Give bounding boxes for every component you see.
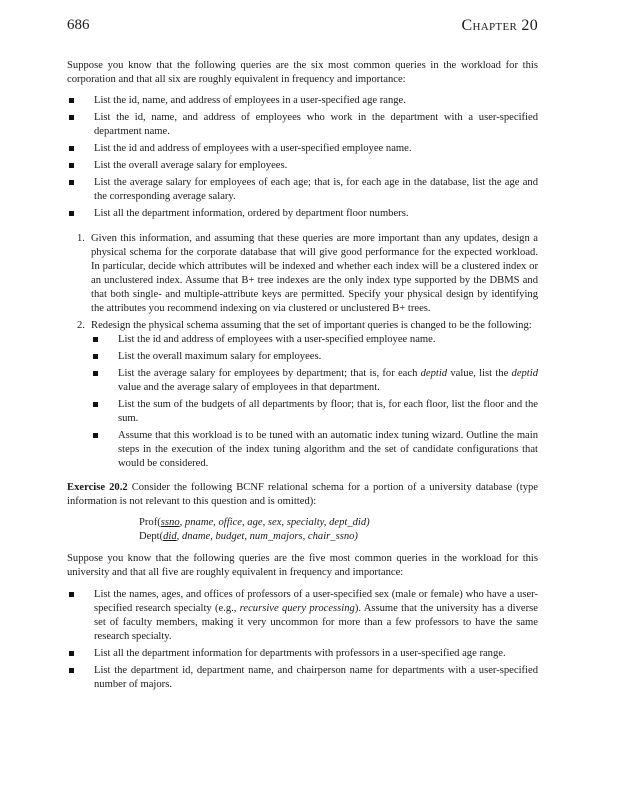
bullet-icon bbox=[69, 98, 74, 103]
list-item: List all the department information, ordered by department floor numbers. bbox=[67, 207, 538, 221]
list-item: List all the department information for departments with professors in a user-specified age range. bbox=[67, 647, 538, 661]
schema-dept: Dept(did, dname, budget, num_majors, chair_ssno) bbox=[139, 531, 358, 542]
bullet-icon bbox=[69, 592, 74, 597]
list-item: List the average salary for employees by department; that is, for each deptid value, list the deptid value and the average salary of employees in that department. bbox=[91, 367, 538, 395]
task-text: Given this information, and assuming that these queries are more important than any updates, design a physical schema for the corporate database that will give good performance for the expected workload. In particular, decide which attributes will be indexed and whether each index will be a clustered index or an unclustered index. Assume that B+ tree indexes are the only index type supported by the DBMS and that both single- and multiple-attribute keys are permitted. Specify your physical design by identifying the attributes you recommend indexing on via clustered or unclustered B+ trees. bbox=[91, 233, 538, 314]
list-item: List the overall average salary for employees. bbox=[67, 159, 538, 173]
task-item bbox=[67, 232, 538, 316]
bullet-icon bbox=[93, 371, 98, 376]
bullet-icon bbox=[93, 402, 98, 407]
bullet-icon bbox=[69, 651, 74, 656]
list-item: List the names, ages, and offices of professors of a user-specified sex (male or female) who have a user-specified research specialty (e.g., recursive query processing). Assume that the university has a diverse set of faculty members, making it very uncommon for more than a few professors to have the same research specialty. bbox=[67, 588, 538, 644]
bullet-icon bbox=[69, 163, 74, 168]
list-item: List the id and address of employees with a user-specified employee name. bbox=[67, 142, 538, 156]
task-number: 2. bbox=[77, 320, 85, 331]
task-list bbox=[67, 232, 538, 471]
list-item: List the department id, department name, and chairperson name for departments with a user-specified number of majors. bbox=[67, 664, 538, 692]
query-list-1 bbox=[67, 94, 538, 221]
relational-schema bbox=[139, 516, 538, 544]
schema-prof: Prof(ssno, pname, office, age, sex, specialty, dept_did) bbox=[139, 517, 370, 528]
page-header bbox=[67, 17, 538, 39]
bullet-icon bbox=[93, 337, 98, 342]
exercise-text: Consider the following BCNF relational schema for a portion of a university database (type information is not relevant to this question and is omitted): bbox=[67, 482, 538, 507]
page-body bbox=[67, 59, 538, 692]
list-item: List the sum of the budgets of all departments by floor; that is, for each floor, list the floor and the sum. bbox=[91, 398, 538, 426]
query-list-2 bbox=[67, 588, 538, 692]
list-item: Assume that this workload is to be tuned with an automatic index tuning wizard. Outline the main steps in the execution of the index tuning algorithm and the set of candidate configurations that would be considered. bbox=[91, 429, 538, 471]
list-item: List the id, name, and address of employees who work in the department with a user-specified department name. bbox=[67, 111, 538, 139]
bullet-icon bbox=[69, 668, 74, 673]
task-text: Redesign the physical schema assuming that the set of important queries is changed to be the following: bbox=[91, 320, 532, 331]
bullet-icon bbox=[93, 433, 98, 438]
list-item: List the id, name, and address of employees in a user-specified age range. bbox=[67, 94, 538, 108]
sub-query-list bbox=[91, 333, 538, 471]
intro-paragraph-1: Suppose you know that the following queries are the six most common queries in the workload for this corporation and that all six are roughly equivalent in frequency and importance: bbox=[67, 60, 538, 85]
list-item: List the id and address of employees with a user-specified employee name. bbox=[91, 333, 538, 347]
list-item: List the average salary for employees of each age; that is, for each age in the database, list the age and the corresponding average salary. bbox=[67, 176, 538, 204]
bullet-icon bbox=[93, 354, 98, 359]
task-item bbox=[67, 319, 538, 471]
exercise-label: Exercise 20.2 bbox=[67, 482, 128, 493]
bullet-icon bbox=[69, 211, 74, 216]
chapter-title: Chapter 20 bbox=[461, 17, 538, 34]
list-item: List the overall maximum salary for employees. bbox=[91, 350, 538, 364]
task-number: 1. bbox=[77, 233, 85, 244]
intro-paragraph-2: Suppose you know that the following queries are the five most common queries in the workload for this university and that all five are roughly equivalent in frequency and importance: bbox=[67, 553, 538, 578]
exercise-paragraph bbox=[67, 481, 538, 509]
bullet-icon bbox=[69, 115, 74, 120]
bullet-icon bbox=[69, 146, 74, 151]
page-number: 686 bbox=[67, 17, 90, 33]
bullet-icon bbox=[69, 180, 74, 185]
